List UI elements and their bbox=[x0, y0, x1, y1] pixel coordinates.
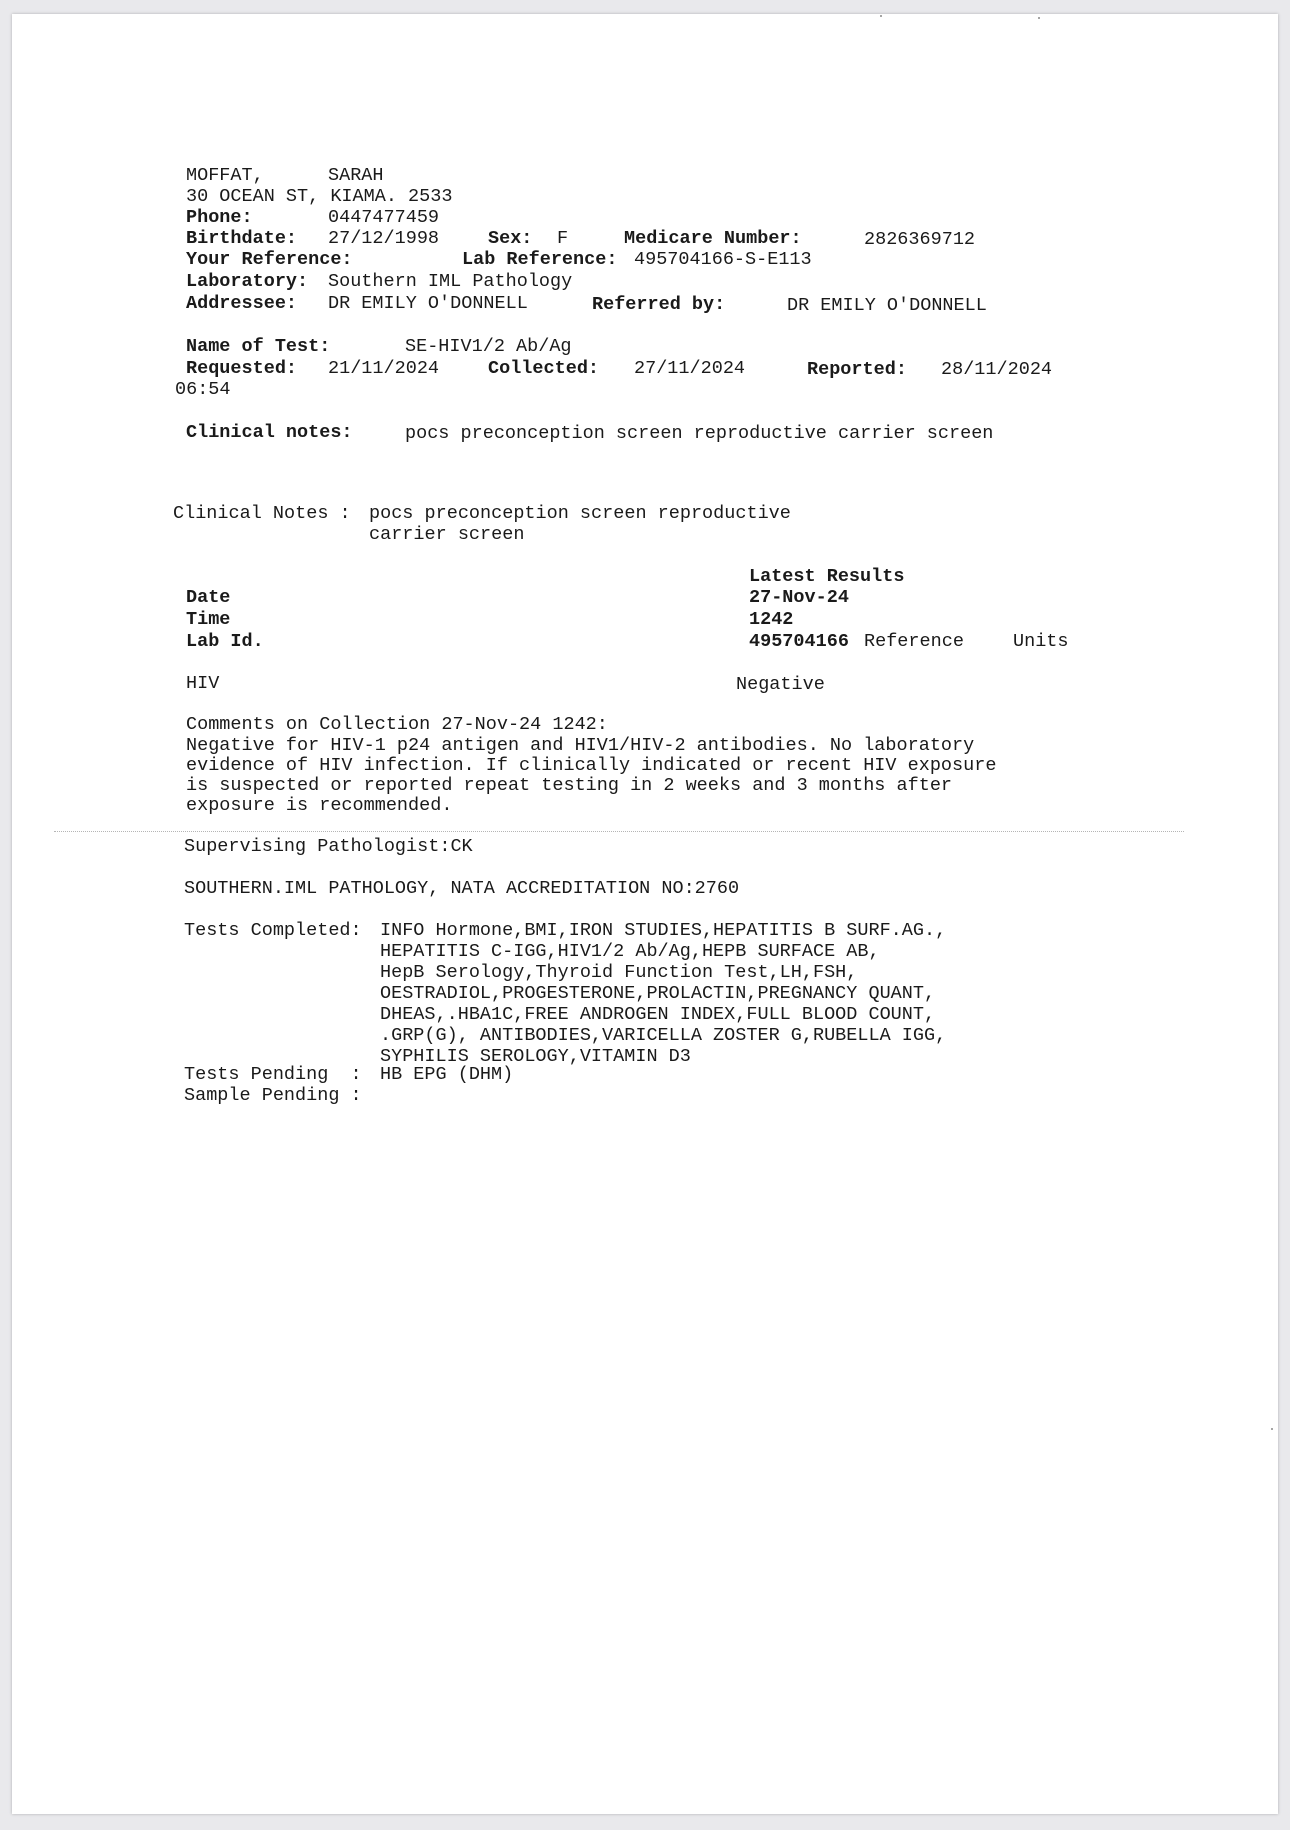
date-label: Date bbox=[186, 587, 231, 608]
report-page bbox=[12, 14, 1278, 1814]
sex-value: F bbox=[557, 228, 569, 249]
tests-completed-line: INFO Hormone,BMI,IRON STUDIES,HEPATITIS B SURF.AG., bbox=[380, 920, 947, 941]
tests-pending-value: HB EPG (DHM) bbox=[380, 1064, 514, 1085]
phone-value: 0447477459 bbox=[328, 207, 440, 228]
patient-address: 30 OCEAN ST, KIAMA. 2533 bbox=[186, 186, 453, 207]
tests-completed-line: HEPATITIS C-IGG,HIV1/2 Ab/Ag,HEPB SURFACE AB, bbox=[380, 941, 880, 962]
addressee-label: Addressee: bbox=[186, 293, 298, 314]
scan-dotted-line bbox=[54, 831, 1184, 832]
accreditation-line: SOUTHERN.IML PATHOLOGY, NATA ACCREDITATION NO:2760 bbox=[184, 878, 740, 899]
comment-line: Negative for HIV-1 p24 antigen and HIV1/HIV-2 antibodies. No laboratory bbox=[186, 735, 975, 756]
reported-label: Reported: bbox=[807, 359, 907, 380]
reported-value: 28/11/2024 bbox=[941, 359, 1053, 380]
result-lab-id: 495704166 bbox=[749, 631, 849, 652]
laboratory-value: Southern IML Pathology bbox=[328, 271, 573, 292]
clinical-notes-label: Clinical notes: bbox=[186, 422, 353, 443]
tests-completed-label: Tests Completed: bbox=[184, 920, 362, 941]
reference-column-header: Reference bbox=[864, 631, 964, 652]
comment-line: exposure is recommended. bbox=[186, 795, 453, 816]
tests-completed-line: HepB Serology,Thyroid Function Test,LH,FSH, bbox=[380, 962, 858, 983]
result-date: 27-Nov-24 bbox=[749, 587, 849, 608]
your-reference-label: Your Reference: bbox=[186, 249, 353, 270]
clinical-notes-block-line-2: carrier screen bbox=[369, 524, 525, 545]
laboratory-label: Laboratory: bbox=[186, 271, 309, 292]
collected-value: 27/11/2024 bbox=[634, 358, 746, 379]
result-value: Negative bbox=[736, 674, 825, 695]
requested-label: Requested: bbox=[186, 358, 298, 379]
clinical-notes-block-line-1: pocs preconception screen reproductive bbox=[369, 503, 791, 524]
tests-completed-line: .GRP(G), ANTIBODIES,VARICELLA ZOSTER G,RUBELLA IGG, bbox=[380, 1025, 947, 1046]
comment-line: is suspected or reported repeat testing in 2 weeks and 3 months after bbox=[186, 775, 953, 796]
referred-by-label: Referred by: bbox=[592, 294, 726, 315]
clinical-notes-block-label: Clinical Notes : bbox=[173, 503, 351, 524]
medicare-value: 2826369712 bbox=[864, 229, 976, 250]
tests-completed-line: DHEAS,.HBA1C,FREE ANDROGEN INDEX,FULL BLOOD COUNT, bbox=[380, 1004, 936, 1025]
lab-reference-label: Lab Reference: bbox=[462, 249, 618, 270]
patient-surname: MOFFAT, bbox=[186, 165, 264, 186]
requested-value: 21/11/2024 bbox=[328, 358, 440, 379]
tests-completed-line: SYPHILIS SEROLOGY,VITAMIN D3 bbox=[380, 1046, 691, 1067]
result-analyte: HIV bbox=[186, 673, 220, 694]
supervising-pathologist: Supervising Pathologist:CK bbox=[184, 836, 473, 857]
sex-label: Sex: bbox=[488, 228, 533, 249]
test-name-label: Name of Test: bbox=[186, 336, 331, 357]
lab-reference-value: 495704166-S-E113 bbox=[634, 249, 812, 270]
referred-by-value: DR EMILY O'DONNELL bbox=[787, 295, 987, 316]
medicare-label: Medicare Number: bbox=[624, 228, 802, 249]
sample-pending-label: Sample Pending : bbox=[184, 1085, 362, 1106]
collected-label: Collected: bbox=[488, 358, 600, 379]
time-label: Time bbox=[186, 609, 231, 630]
patient-given-name: SARAH bbox=[328, 165, 384, 186]
scan-speck bbox=[1271, 1428, 1273, 1430]
reported-time: 06:54 bbox=[175, 379, 231, 400]
result-time: 1242 bbox=[749, 609, 794, 630]
test-name-value: SE-HIV1/2 Ab/Ag bbox=[405, 336, 572, 357]
addressee-value: DR EMILY O'DONNELL bbox=[328, 293, 528, 314]
comments-heading: Comments on Collection 27-Nov-24 1242: bbox=[186, 714, 608, 735]
comment-line: evidence of HIV infection. If clinically indicated or recent HIV exposure bbox=[186, 755, 997, 776]
latest-results-heading: Latest Results bbox=[749, 566, 905, 587]
lab-id-label: Lab Id. bbox=[186, 631, 264, 652]
units-column-header: Units bbox=[1013, 631, 1069, 652]
tests-pending-label: Tests Pending : bbox=[184, 1064, 362, 1085]
tests-completed-line: OESTRADIOL,PROGESTERONE,PROLACTIN,PREGNANCY QUANT, bbox=[380, 983, 936, 1004]
birthdate-value: 27/12/1998 bbox=[328, 228, 440, 249]
scan-speck bbox=[1038, 17, 1040, 19]
scan-speck bbox=[880, 15, 882, 17]
clinical-notes-value: pocs preconception screen reproductive carrier screen bbox=[405, 423, 994, 444]
phone-label: Phone: bbox=[186, 207, 253, 228]
birthdate-label: Birthdate: bbox=[186, 228, 298, 249]
